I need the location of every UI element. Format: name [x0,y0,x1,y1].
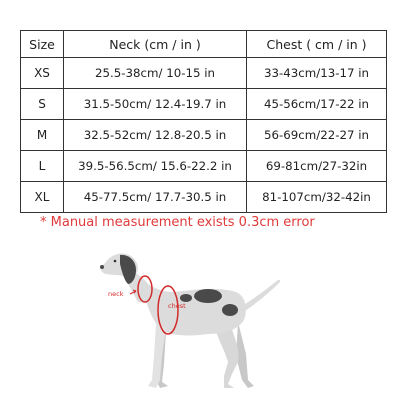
size-cell: S [21,89,64,120]
size-cell: XL [21,182,64,213]
size-cell: XS [21,58,64,89]
header-size: Size [21,31,64,58]
dog-measurement-diagram [90,244,290,404]
neck-cell: 32.5-52cm/ 12.8-20.5 in [64,120,247,151]
table-header-row [21,31,387,58]
neck-cell: 25.5-38cm/ 10-15 in [64,58,247,89]
size-cell: L [21,151,64,182]
neck-cell: 45-77.5cm/ 17.7-30.5 in [64,182,247,213]
chest-cell: 45-56cm/17-22 in [247,89,387,120]
chest-cell: 81-107cm/32-42in [247,182,387,213]
table-row [21,89,387,120]
neck-cell: 39.5-56.5cm/ 15.6-22.2 in [64,151,247,182]
chest-cell: 33-43cm/13-17 in [247,58,387,89]
table-row [21,120,387,151]
table-row [21,182,387,213]
chest-cell: 56-69cm/22-27 in [247,120,387,151]
table-row [21,151,387,182]
dog-illustration [100,253,280,388]
size-cell: M [21,120,64,151]
table-row [21,58,387,89]
header-chest: Chest ( cm / in ) [247,31,387,58]
size-chart-table [20,30,387,213]
header-neck: Neck (cm / in ) [64,31,247,58]
chest-cell: 69-81cm/27-32in [247,151,387,182]
chest-label: chest [168,302,186,310]
measurement-note: * Manual measurement exists 0.3cm error [40,215,315,230]
neck-cell: 31.5-50cm/ 12.4-19.7 in [64,89,247,120]
neck-label: neck [108,290,124,298]
